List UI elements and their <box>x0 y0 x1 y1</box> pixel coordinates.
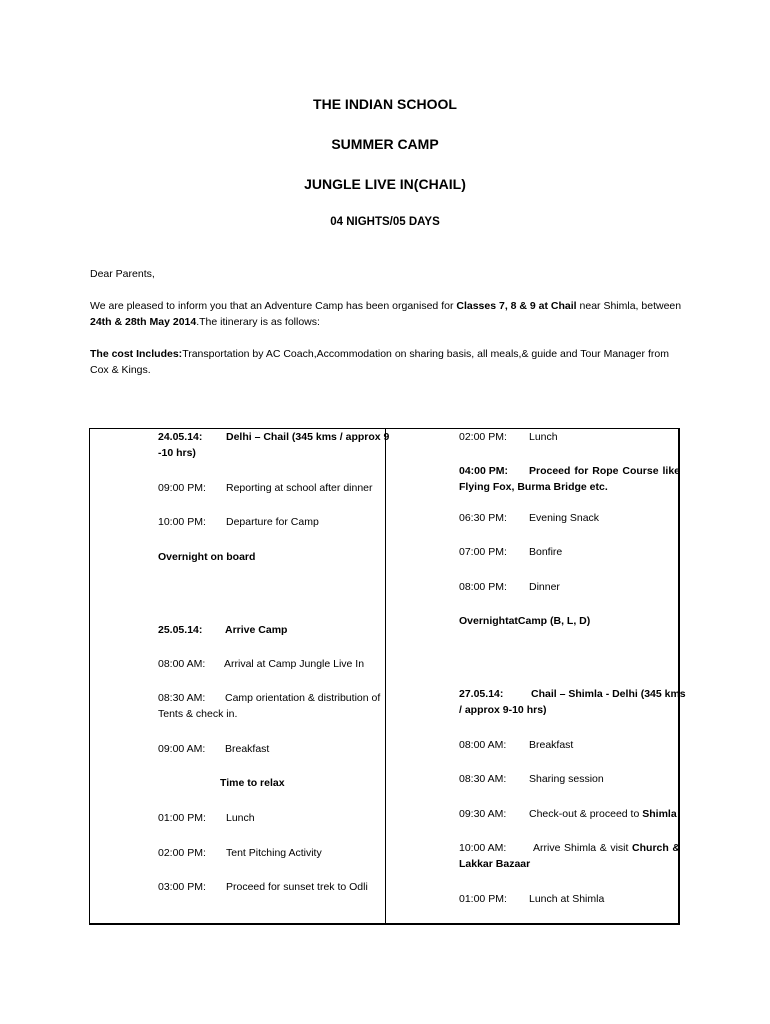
row-desc: Camp orientation & distribution of <box>225 692 381 704</box>
itinerary-column-divider <box>385 428 386 925</box>
camp-subtitle: SUMMER CAMP <box>331 136 439 152</box>
row-time: 02:00 PM: <box>158 847 206 859</box>
row-time: 03:00 PM: <box>158 881 206 893</box>
row-desc-cont: Flying Fox, Burma Bridge etc. <box>459 481 608 493</box>
row-desc: Proceed for sunset trek to Odli <box>226 881 368 893</box>
row-desc: Departure for Camp <box>226 516 319 528</box>
intro-text-1: We are pleased to inform you that an Adventure Camp has been organised for <box>90 300 457 312</box>
row-desc-bold: Church & <box>632 842 680 854</box>
row-time: 08:30 AM: <box>459 773 507 785</box>
day4-date: 27.05.14: <box>459 688 504 700</box>
program-title: JUNGLE LIVE IN(CHAIL) <box>304 176 466 192</box>
row-desc: Breakfast <box>529 739 574 751</box>
cost-label: The cost Includes: <box>90 348 183 360</box>
row-time: 08:30 AM: <box>158 692 206 704</box>
greeting: Dear Parents, <box>90 268 155 280</box>
overnight-text: Overnight on board <box>158 551 256 563</box>
row-desc-text: Check-out & proceed to <box>529 808 643 820</box>
row-desc: Arrival at Camp Jungle Live In <box>224 658 365 670</box>
day1-date: 24.05.14: <box>158 431 203 443</box>
cost-text: Transportation by AC Coach,Accommodation on sharing basis, all meals,& guide and Tour Manager from Cox & Kings. <box>90 348 669 376</box>
row-desc <box>529 806 677 822</box>
row-time: 09:00 AM: <box>158 743 206 755</box>
row-time: 10:00 PM: <box>158 516 206 528</box>
day1-route-cont-text: -10 hrs) <box>158 447 196 459</box>
row-time: 07:00 PM: <box>459 546 507 558</box>
row-desc: Proceed for Rope Course like <box>529 465 680 477</box>
row-desc-text: Arrive Shimla & visit <box>533 842 633 854</box>
row-desc-bold: Shimla <box>642 808 677 820</box>
intro-classes: Classes 7, 8 & 9 at Chail <box>456 300 577 312</box>
relax-text: Time to relax <box>220 777 285 789</box>
row-desc: Sharing session <box>529 773 604 785</box>
row-desc: Dinner <box>529 581 560 593</box>
row-time: 09:00 PM: <box>158 482 206 494</box>
row-desc: Bonfire <box>529 546 563 558</box>
cost-paragraph <box>90 346 690 378</box>
row-desc: Reporting at school after dinner <box>226 482 373 494</box>
row-time: 02:00 PM: <box>459 431 507 443</box>
row-time: 01:00 PM: <box>158 812 206 824</box>
row-time: 06:30 PM: <box>459 512 507 524</box>
intro-paragraph <box>90 298 690 330</box>
day2-title: Arrive Camp <box>225 624 288 636</box>
intro-dates: 24th & 28th May 2014 <box>90 316 197 328</box>
row-desc-cont: Tents & check in. <box>158 708 238 720</box>
day1-route: Delhi – Chail (345 kms / approx 9 <box>226 431 390 443</box>
intro-text-2: near Shimla, between <box>576 300 682 312</box>
row-desc: Evening Snack <box>529 512 600 524</box>
overnight-text: OvernightatCamp (B, L, D) <box>459 615 591 627</box>
day4-route: Chail – Shimla - Delhi (345 kms <box>531 688 686 700</box>
row-desc: Lunch <box>529 431 558 443</box>
row-desc: Lunch at Shimla <box>529 893 605 905</box>
day4-route-cont-text: / approx 9-10 hrs) <box>459 704 547 716</box>
intro-text-3: .The itinerary is as follows: <box>196 316 320 328</box>
row-time: 08:00 AM: <box>158 658 206 670</box>
row-time: 01:00 PM: <box>459 893 507 905</box>
row-desc: Breakfast <box>225 743 270 755</box>
row-desc: Lunch <box>226 812 255 824</box>
row-desc-cont: Lakkar Bazaar <box>459 858 531 870</box>
duration-label: 04 NIGHTS/05 DAYS <box>330 216 440 228</box>
day2-date: 25.05.14: <box>158 624 203 636</box>
row-time: 08:00 AM: <box>459 739 507 751</box>
row-time: 09:30 AM: <box>459 808 507 820</box>
row-time: 04:00 PM: <box>459 465 509 477</box>
row-time: 10:00 AM: <box>459 842 507 854</box>
row-time: 08:00 PM: <box>459 581 507 593</box>
row-desc <box>533 840 680 856</box>
school-title: THE INDIAN SCHOOL <box>313 96 457 112</box>
row-desc: Tent Pitching Activity <box>226 847 322 859</box>
